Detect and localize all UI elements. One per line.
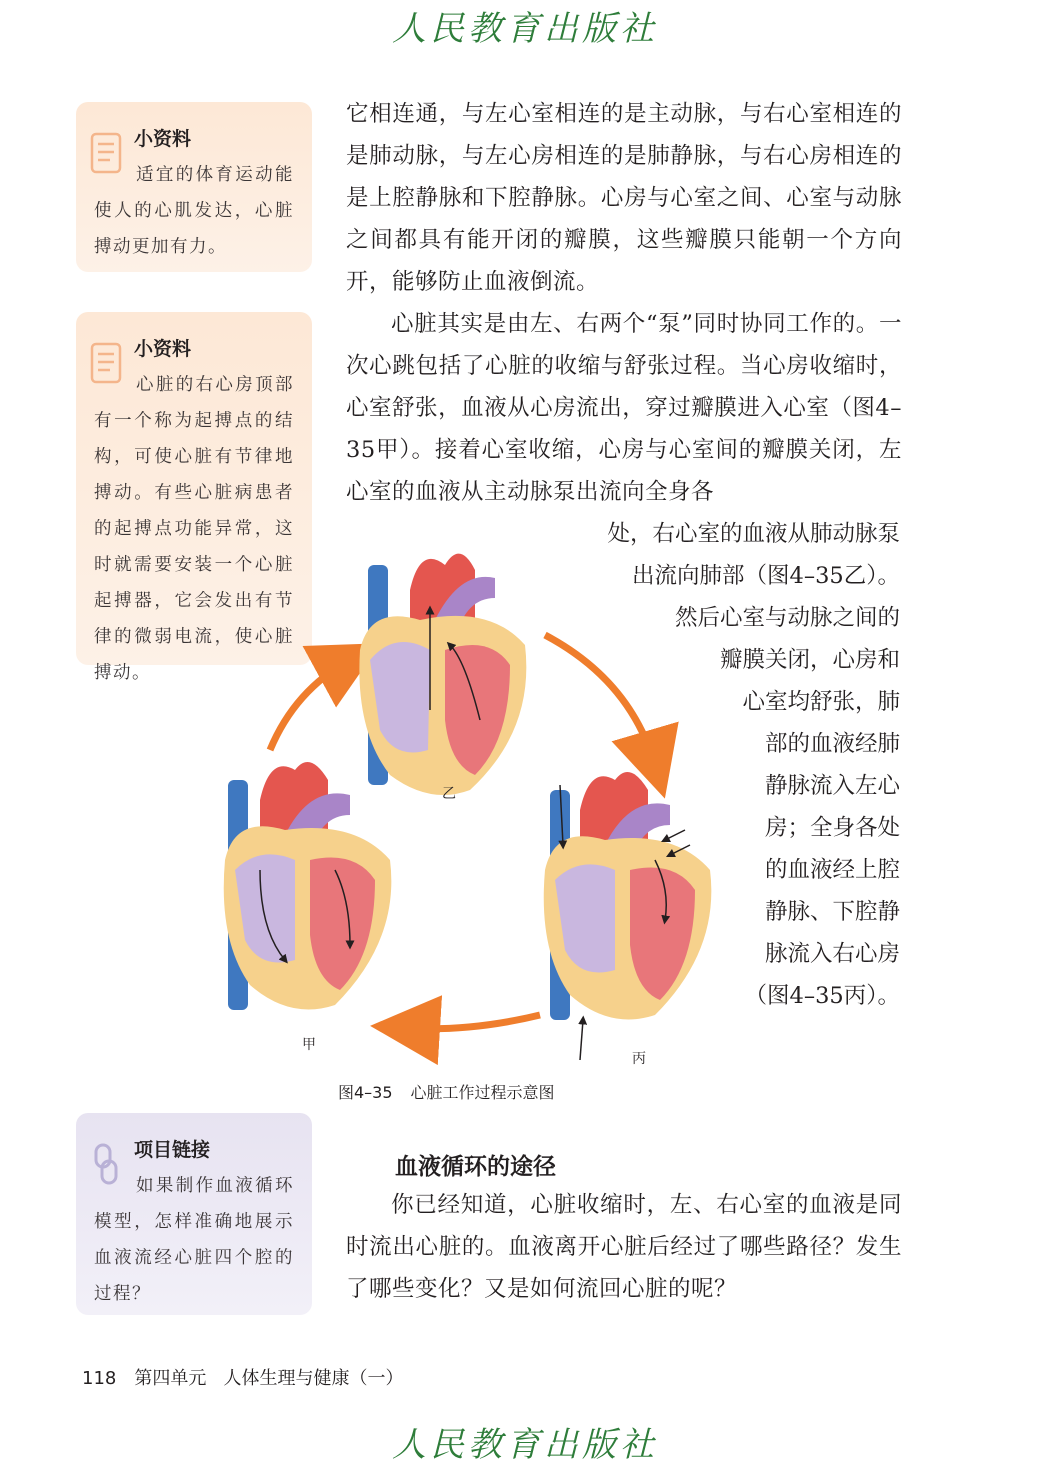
publisher-logo (380, 1418, 670, 1468)
link-icon (90, 1143, 124, 1187)
wrapped-text-line: （图4–35丙）。 (744, 983, 900, 1009)
wrapped-text-line: 静脉、下腔静 (764, 899, 900, 925)
sidebar-note-title: 小资料 (134, 128, 192, 150)
publisher-logo (380, 2, 670, 52)
publisher-logo-text: 人民教育出版社 (392, 1425, 658, 1465)
sidebar-note-title: 小资料 (134, 338, 192, 360)
sidebar-note-title: 项目链接 (134, 1139, 211, 1161)
footer-unit-title: 人体生理与健康（一） (223, 1368, 404, 1389)
section-heading: 血液循环的途径 (395, 1154, 556, 1180)
heart-ventricular-systole (359, 554, 526, 795)
document-icon (90, 132, 124, 176)
wrapped-text-line: 然后心室与动脉之间的 (674, 605, 900, 631)
wrapped-text-line: 脉流入右心房 (764, 941, 900, 967)
wrapped-text-line: 静脉流入左心 (764, 773, 900, 799)
heart-cycle-illustration (200, 540, 740, 1080)
heart-diastole (544, 772, 712, 1060)
page-footer (82, 1364, 404, 1390)
figure-label-yi: 乙 (442, 786, 456, 802)
paragraph-heart-structure: 它相连通，与左心室相连的是主动脉，与右心室相连的是肺动脉，与左心房相连的是肺静脉，与右心房相连的是上腔静脉和下腔静脉。心房与心室之间、心室与动脉之间都具有能开闭的瓣膜，这些瓣膜只能朝一个方向开，能够防止血液倒流。 (346, 101, 902, 295)
figure-label-bing: 丙 (632, 1051, 646, 1067)
page-number: 118 (82, 1368, 117, 1389)
sidebar-note-body: 适宜的体育运动能使人的心肌发达，心脏搏动更加有力。 (94, 165, 294, 257)
figure-caption-text: 心脏工作过程示意图 (410, 1083, 555, 1102)
cycle-arrow-icon (405, 1015, 540, 1029)
document-icon (90, 342, 124, 386)
paragraph-heart-pump: 心脏其实是由左、右两个“泵”同时协同工作的。一次心跳包括了心脏的收缩与舒张过程。当心房收缩时，心室舒张，血液从心房流出，穿过瓣膜进入心室（图4–35甲）。接着心室收缩，心房与心室间的瓣膜关闭，左心室的血液从主动脉泵出流向全身各 (346, 311, 902, 505)
publisher-logo-art (380, 1418, 670, 1468)
heart-cycle-figure (200, 540, 740, 1080)
sidebar-note-exercise (76, 102, 312, 272)
paragraph-circulation-intro: 你已经知道，心脏收缩时，左、右心室的血液是同时流出心脏的。血液离开心脏后经过了哪些路径？发生了哪些变化？又是如何流回心脏的呢？ (346, 1192, 902, 1302)
heart-atrial-systole (224, 762, 392, 1010)
figure-caption-number: 图4–35 (338, 1083, 393, 1102)
cycle-arrow-icon (270, 660, 350, 750)
wrapped-text-line: 心室均舒张，肺 (742, 689, 900, 715)
publisher-logo-art (380, 2, 670, 52)
wrapped-text-line: 的血液经上腔 (764, 857, 900, 883)
footer-unit: 第四单元 (134, 1368, 207, 1389)
sidebar-note-body: 心脏的右心房顶部有一个称为起搏点的结构，可使心脏有节律地搏动。有些心脏病患者的起搏点功能异常，这时就需要安装一个心脏起搏器，它会发出有节律的微弱电流，使心脏搏动。 (94, 375, 294, 683)
wrapped-text-line: 房；全身各处 (764, 815, 900, 841)
wrapped-text-line: 部的血液经肺 (764, 731, 900, 757)
figure-label-jia: 甲 (302, 1037, 316, 1053)
publisher-logo-text: 人民教育出版社 (392, 9, 658, 49)
sidebar-project-link (76, 1113, 312, 1315)
wrapped-text-line: 处，右心室的血液从肺动脉泵 (607, 521, 900, 547)
wrapped-text-line: 出流向肺部（图4–35乙）。 (632, 563, 900, 589)
wrapped-text-line: 瓣膜关闭，心房和 (719, 647, 900, 673)
sidebar-note-body: 如果制作血液循环模型，怎样准确地展示血液流经心脏四个腔的过程？ (94, 1176, 294, 1304)
figure-caption (338, 1080, 555, 1103)
cycle-arrow-icon (545, 635, 655, 765)
